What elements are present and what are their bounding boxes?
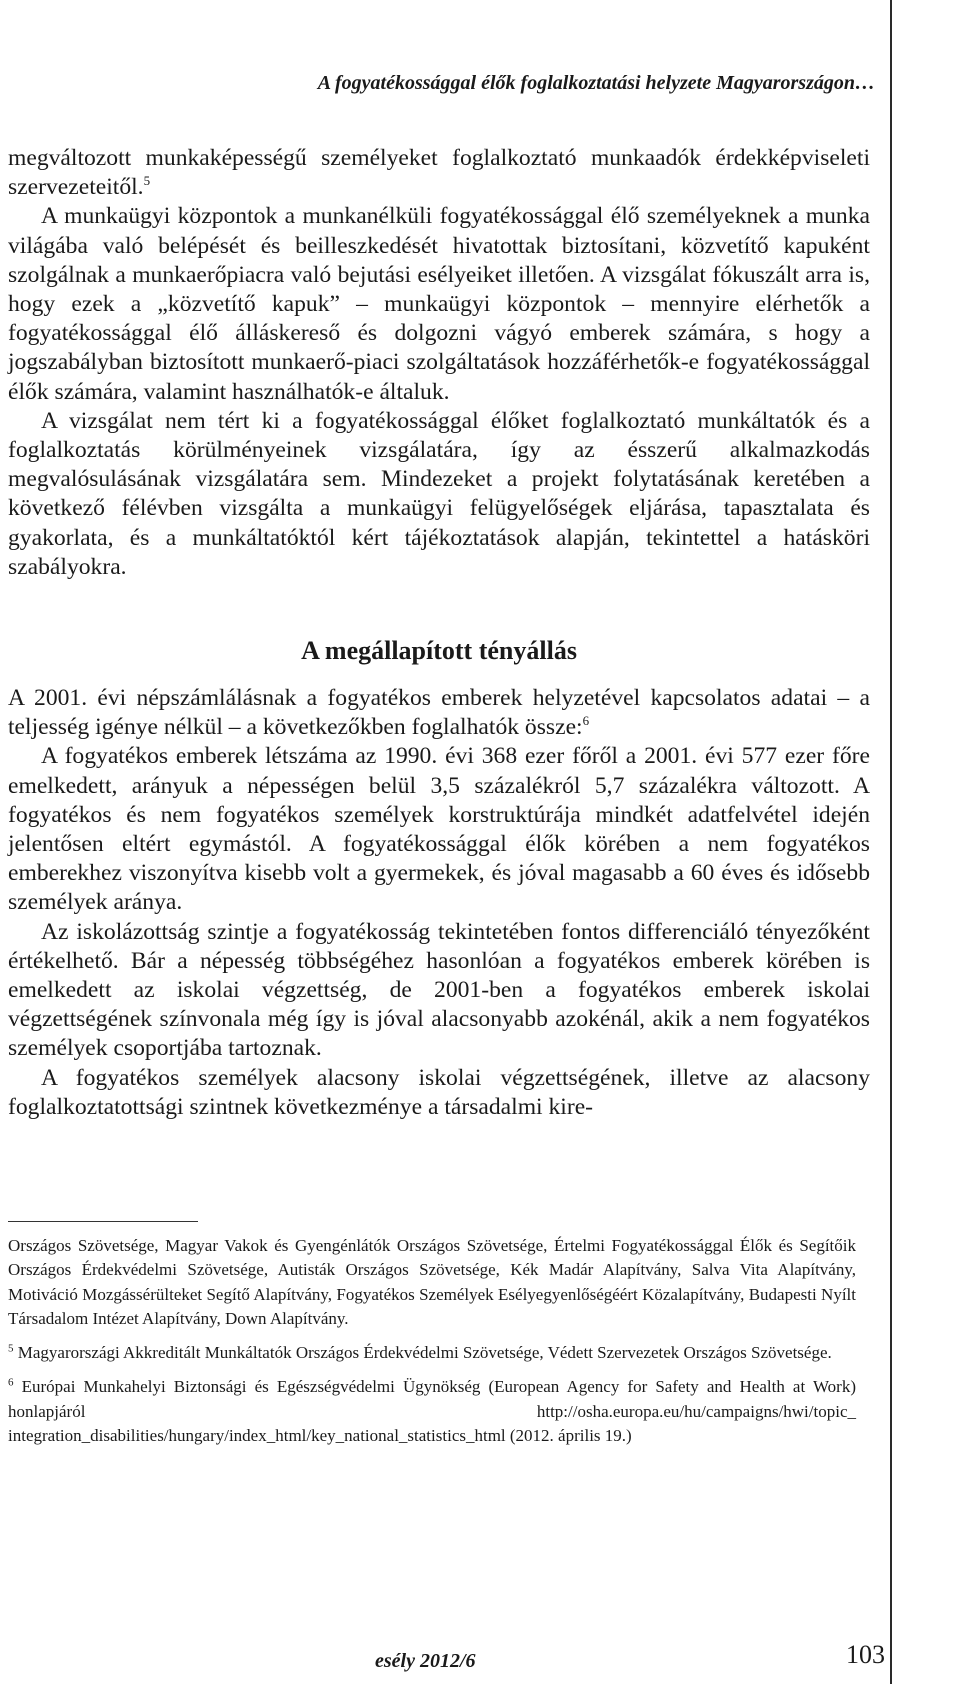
paragraph-1 [8,144,870,202]
footnote-6 [8,1375,856,1448]
footnote-5 [8,1341,856,1365]
footnote-ref-6[interactable]: 6 [582,713,590,729]
footnotes [8,1234,856,1448]
body-text [8,144,870,1122]
paragraph-3: A vizsgálat nem tért ki a fogyatékossággal élőket foglalkoztató munkáltatók és a foglalkoztatás körülményeinek vizsgálatára, így az ésszerű alkalmazkodás megvalósulásának vizsgálatára sem. Mindezeket a projekt folytatásának keretében a következő félévben vizsgálta a munkaügyi felügyelőségek eljárása, tapasztalata és gyakorlata, és a munkáltatóktól kért tájékoztatások alapján, tekintettel a hatásköri szabályokra. [8,407,870,580]
paragraph-7: A fogyatékos személyek alacsony iskolai végzettségének, illetve az alacsony foglalkoztatottsági szintnek következménye a társadalmi kire- [8,1064,870,1120]
paragraph-1-text: megváltozott munkaképességű személyeket foglalkoztató munkaadók érdekképviseleti szervezeteitől. [8,145,870,201]
footnote-continuation: Országos Szövetsége, Magyar Vakok és Gyengénlátók Országos Szövetsége, Értelmi Fogyatékossággal Élők és Segítőik Országos Érdekvédelmi Szövetsége, Autisták Országos Szövetsége, Kék Madár Alapítvány, Salva Vita Alapítvány, Motiváció Mozgássérülteket Segítő Alapítvány, Fogyatékos Személyek Esélyegyenlőségéért Közalapítvány, Budapesti Nyílt Társadalom Intézet Alapítvány, Down Alapítvány. [8,1236,856,1328]
paragraph-4-text: A 2001. évi népszámlálásnak a fogyatékos emberek helyzetével kapcsolatos adatai – a teljesség igénye nélkül – a következőkben foglalhatók össze: [8,685,870,741]
footer-journal: esély 2012/6 [375,1650,476,1672]
footnote-6-number: 6 [8,1376,14,1389]
section-heading: A megállapított tényállás [301,636,577,666]
footnote-ref-5[interactable]: 5 [143,173,151,189]
paragraph-2: A munkaügyi központok a munkanélküli fogyatékossággal élő személyeknek a munka világába való belépését és beilleszkedését hivatottak biztosítani, közvetítő kapuként szolgálnak a munkaerőpiacra való bejutási esélyeiket illetően. A vizsgálat fókuszált arra is, hogy ezek a „közvetítő kapuk” – munkaügyi központok – mennyire elérhetők a fogyatékossággal élő álláskereső és dolgozni vágyó emberek számára, s hogy a jogszabályban biztosított munkaerő-piaci szolgáltatások hozzáférhetők-e fogyatékossággal élők számára, valamint használhatók-e általuk. [8,203,870,405]
running-head: A fogyatékossággal élők foglalkoztatási helyzete Magyarországon… [317,72,875,94]
page-number: 103 [846,1640,885,1669]
paragraph-5: A fogyatékos emberek létszáma az 1990. évi 368 ezer főről a 2001. évi 577 ezer főre emelkedett, arányuk a népességen belül 3,5 százalékról 5,7 százalékra változott. A fogyatékos és nem fogyatékos személyek korstruktúrája mindkét adatfelvétel idején jelentősen eltért egymástól. A fogyatékossággal élők körében a nem fogyatékos emberekhez viszonyítva kisebb volt a gyermekek, és jóval magasabb a 60 éves és idősebb személyek aránya. [8,743,870,916]
paragraph-6: Az iskolázottság szintje a fogyatékosság tekintetében fontos differenciáló tényezőként értékelhető. Bár a népesség többségéhez hasonlóan a fogyatékos emberek körében is emelkedett az iskolai végzettség, de 2001-ben a fogyatékos emberek iskolai végzettségének színvonala még így is jóval alacsonyabb azokénál, akik a nem fogyatékos személyek csoportjába tartoznak. [8,918,870,1062]
footnote-6-text: Európai Munkahelyi Biztonsági és Egészségvédelmi Ügynökség (European Agency for Safety and Health at Work) honlapjáról http://osha.europa.eu/hu/campaigns/hwi/topic_ integration_disabilities/hungary/index_html/key_national_statistics_html (2012. április 19.) [8,1377,856,1446]
paragraph-4 [8,684,870,742]
footnote-5-number: 5 [8,1342,14,1355]
margin-rule [890,0,892,1684]
footnote-5-text: Magyarországi Akkreditált Munkáltatók Országos Érdekvédelmi Szövetsége, Védett Szervezetek Országos Szövetsége. [17,1343,832,1363]
footnote-divider [8,1221,198,1222]
